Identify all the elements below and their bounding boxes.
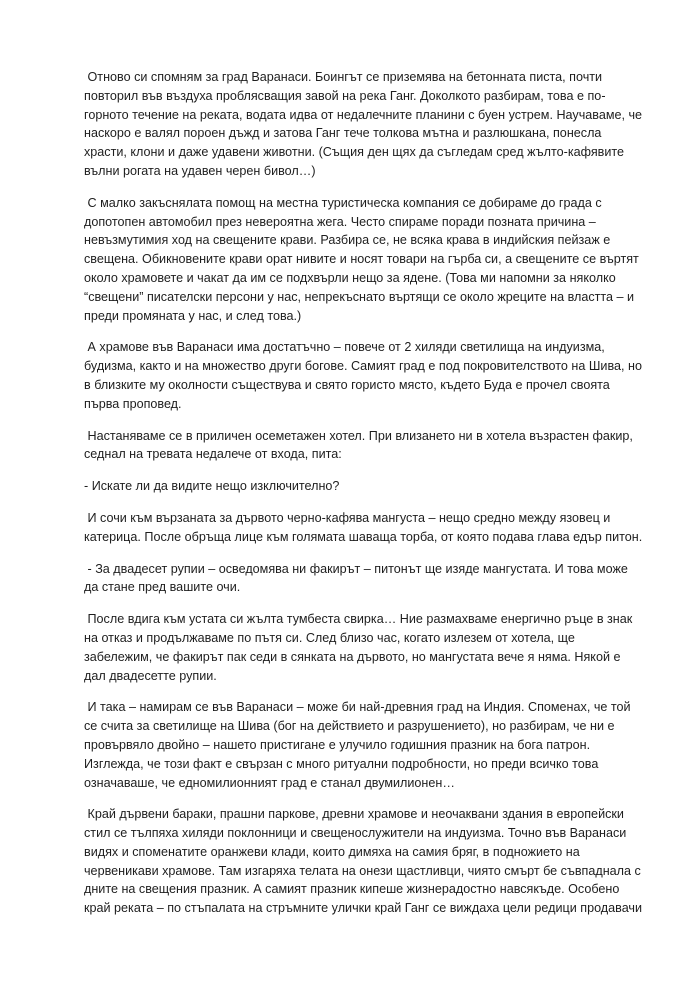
paragraph-9: И така – намирам се във Варанаси – може би най-древния град на Индия. Споменах, че той се счита за светилище на Шива (бог на действието и разрушението), но разбирам, че ни е провървяло двойно – нашето пристигане е улучило годишния празник на бога патрон. Изглежда, че този факт е свързан с много ритуални подробности, но преди всичко това означаваше, че едномилионният град е станал двумилионен… (84, 700, 635, 790)
paragraph-4: Настаняваме се в приличен осеметажен хотел. При влизането ни в хотела възрастен факир, седнал на тревата недалече от входа, пита: (84, 428, 637, 462)
paragraph-10: Край дървени бараки, прашни паркове, древни храмове и неочаквани здания в европейски стил се тълпяха хиляди поклонници и свещенослужители на индуизма. Точно във Варанаси видях и споменатите оранжеви клади, които димяха на самия бряг, в подножието на червеникави храмове. Там изгаряха телата на онези щастливци, чиято смърт бе съвпаднала с дните на свещения празник. А самият празник кипеше жизнерадостно навсякъде. Особено край реката – по стъпалата на стръмните улички край Ганг се виждаха цели редици продавачи (84, 807, 645, 916)
paragraph-6: И сочи към вързаната за дървото черно-кафява мангуста – нещо средно между язовец и катерица. После обръща лице към голямата шаваща торба, от която подава глава едър питон. (84, 510, 643, 544)
paragraph-1: Отново си спомням за град Варанаси. Боингът се приземява на бетонната писта, почти повторил във въздуха проблясващия завой на река Ганг. Доколкото разбирам, това е по-горното течение на реката, водата идва от недалечните планини с буен устрем. Научаваме, че наскоро е валял пороен дъжд и затова Ганг тече толкова мътна и разлюшкана, понесла храсти, клони и даже удавени животни. (Същия ден щях да съгледам сред жълто-кафявите вълни рогата на удавен черен бивол…) (84, 70, 646, 178)
paragraph-5: - Искате ли да видите нещо изключително? (84, 479, 340, 494)
paragraph-3: А храмове във Варанаси има достатъчно – повече от 2 хиляди светилища на индуизма, будизма, както и на множество други богове. Самият град е под покровителството на Шива, но в близките му околности съществува и свято гористо място, където Буда е прочел своята първа проповед. (84, 340, 646, 411)
paragraph-8: После вдига към устата си жълта тумбеста свирка… Ние размахваме енергично ръце в знак на отказ и продължаваме по пътя си. След близо час, когато излезем от хотела, ще забележим, че факирът пак седи в сянката на дървото, но мангустата вече я няма. Някой е дал двадесетте рупии. (84, 612, 636, 683)
document-body (84, 68, 644, 931)
paragraph-7: - За двадесет рупии – осведомява ни факирът – питонът ще изяде мангустата. И това може да стане пред вашите очи. (84, 561, 632, 595)
paragraph-2: С малко закъснялата помощ на местна туристическа компания се добираме до града с допотопен автомобил през невероятна жега. Често спираме поради позната причина – невъзмутимия ход на свещените крави. Разбира се, не всяка крава в индийския пейзаж е свещена. Обикновените крави орат нивите и носят товари на гърба си, а свещените се въртят около храмовете и чакат да им се подхвърли нещо за ядене. (Това ми напомни за няколко “свещени” писателски персони у нас, непрекъснато въртящи се около жреците на властта – и преди промяната у нас, и след това.) (84, 195, 643, 323)
